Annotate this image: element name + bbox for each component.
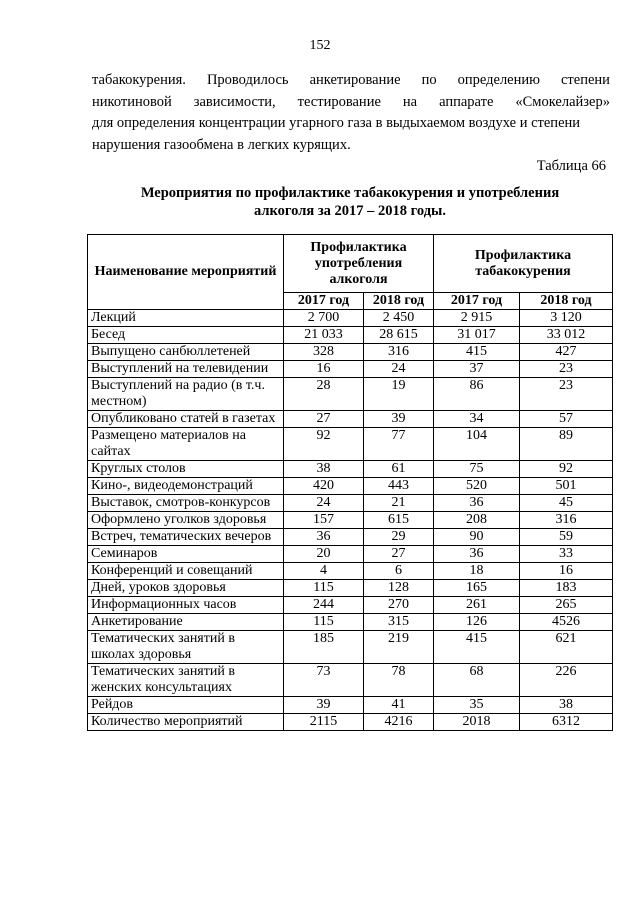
table-title — [90, 184, 610, 220]
row-value: 219 — [364, 631, 434, 664]
row-value: 415 — [434, 631, 520, 664]
row-value: 126 — [434, 614, 520, 631]
row-value: 27 — [364, 546, 434, 563]
row-value: 115 — [284, 580, 364, 597]
row-value: 2018 — [434, 714, 520, 731]
row-value: 73 — [284, 664, 364, 697]
header-year: 2018 год — [364, 293, 434, 310]
row-name: Выступлений на радио (в т.ч. местном) — [88, 378, 284, 411]
row-value: 31 017 — [434, 327, 520, 344]
word: табакокурения. — [92, 72, 186, 88]
table-row — [88, 361, 613, 378]
row-value: 265 — [520, 597, 613, 614]
row-value: 6312 — [520, 714, 613, 731]
paragraph-line-4: нарушения газообмена в легких курящих. — [92, 136, 351, 153]
row-value: 261 — [434, 597, 520, 614]
table-row — [88, 478, 613, 495]
measures-table — [87, 234, 613, 731]
row-value: 57 — [520, 411, 613, 428]
row-value: 36 — [284, 529, 364, 546]
word: определению — [457, 72, 540, 88]
table-row — [88, 428, 613, 461]
row-value: 615 — [364, 512, 434, 529]
row-value: 520 — [434, 478, 520, 495]
row-value: 3 120 — [520, 310, 613, 327]
row-value: 28 615 — [364, 327, 434, 344]
row-value: 38 — [520, 697, 613, 714]
row-value: 4216 — [364, 714, 434, 731]
row-name: Выступлений на телевидении — [88, 361, 284, 378]
header-year: 2017 год — [434, 293, 520, 310]
row-value: 6 — [364, 563, 434, 580]
row-value: 270 — [364, 597, 434, 614]
word: «Смокелайзер» — [515, 93, 610, 110]
row-name: Размещено материалов на сайтах — [88, 428, 284, 461]
word: степени — [561, 72, 610, 88]
table-row — [88, 512, 613, 529]
table-row — [88, 529, 613, 546]
row-name: Информационных часов — [88, 597, 284, 614]
row-value: 35 — [434, 697, 520, 714]
row-value: 92 — [520, 461, 613, 478]
row-name: Лекций — [88, 310, 284, 327]
row-value: 33 — [520, 546, 613, 563]
row-name: Выставок, смотров-конкурсов — [88, 495, 284, 512]
row-value: 18 — [434, 563, 520, 580]
row-value: 24 — [364, 361, 434, 378]
row-name: Тематических занятий в школах здоровья — [88, 631, 284, 664]
row-value: 315 — [364, 614, 434, 631]
row-value: 90 — [434, 529, 520, 546]
row-value: 185 — [284, 631, 364, 664]
row-value: 226 — [520, 664, 613, 697]
row-name: Количество мероприятий — [88, 714, 284, 731]
word: аппарате — [439, 93, 494, 110]
row-value: 78 — [364, 664, 434, 697]
row-name: Конференций и совещаний — [88, 563, 284, 580]
table-row — [88, 310, 613, 327]
row-name: Семинаров — [88, 546, 284, 563]
table-row — [88, 614, 613, 631]
row-value: 128 — [364, 580, 434, 597]
row-value: 208 — [434, 512, 520, 529]
row-value: 328 — [284, 344, 364, 361]
row-value: 24 — [284, 495, 364, 512]
table-row — [88, 714, 613, 731]
intro-paragraph — [92, 70, 610, 156]
row-name: Бесед — [88, 327, 284, 344]
row-value: 420 — [284, 478, 364, 495]
row-value: 38 — [284, 461, 364, 478]
row-value: 45 — [520, 495, 613, 512]
table-row — [88, 411, 613, 428]
word: анкетирование — [309, 72, 401, 88]
table-label: Таблица 66 — [536, 158, 606, 174]
row-value: 33 012 — [520, 327, 613, 344]
row-value: 16 — [284, 361, 364, 378]
row-value: 27 — [284, 411, 364, 428]
row-name: Оформлено уголков здоровья — [88, 512, 284, 529]
table-row — [88, 580, 613, 597]
row-value: 501 — [520, 478, 613, 495]
row-value: 415 — [434, 344, 520, 361]
row-value: 2 450 — [364, 310, 434, 327]
word: Проводилось — [206, 72, 289, 88]
row-value: 29 — [364, 529, 434, 546]
row-value: 28 — [284, 378, 364, 411]
row-value: 68 — [434, 664, 520, 697]
word: никотиновой — [92, 93, 172, 110]
table-row — [88, 697, 613, 714]
row-value: 89 — [520, 428, 613, 461]
row-value: 157 — [284, 512, 364, 529]
table-row — [88, 495, 613, 512]
table-row — [88, 327, 613, 344]
row-name: Круглых столов — [88, 461, 284, 478]
header-year: 2018 год — [520, 293, 613, 310]
row-value: 41 — [364, 697, 434, 714]
header-group-alcohol: Профилактика употребления алкоголя — [284, 235, 434, 293]
table-body — [88, 310, 613, 731]
row-name: Рейдов — [88, 697, 284, 714]
table-row — [88, 563, 613, 580]
row-value: 244 — [284, 597, 364, 614]
row-value: 37 — [434, 361, 520, 378]
row-name: Дней, уроков здоровья — [88, 580, 284, 597]
table-title-line-1: Мероприятия по профилактике табакокурения и употребления — [140, 185, 560, 201]
row-value: 16 — [520, 563, 613, 580]
row-value: 2 700 — [284, 310, 364, 327]
table-row — [88, 546, 613, 563]
row-value: 39 — [284, 697, 364, 714]
row-value: 19 — [364, 378, 434, 411]
row-value: 165 — [434, 580, 520, 597]
table-row — [88, 597, 613, 614]
row-value: 183 — [520, 580, 613, 597]
row-value: 2 915 — [434, 310, 520, 327]
row-value: 621 — [520, 631, 613, 664]
row-value: 59 — [520, 529, 613, 546]
row-value: 39 — [364, 411, 434, 428]
row-value: 316 — [364, 344, 434, 361]
row-value: 23 — [520, 378, 613, 411]
paragraph-line-2 — [92, 92, 610, 114]
row-name: Опубликовано статей в газетах — [88, 411, 284, 428]
row-value: 61 — [364, 461, 434, 478]
table-title-line-2: алкоголя за 2017 – 2018 годы. — [254, 203, 446, 219]
word: тестирование — [297, 93, 381, 110]
row-value: 75 — [434, 461, 520, 478]
row-value: 34 — [434, 411, 520, 428]
row-value: 86 — [434, 378, 520, 411]
table-row — [88, 631, 613, 664]
table-row — [88, 664, 613, 697]
header-group-tobacco: Профилактика табакокурения — [434, 235, 613, 293]
word: по — [421, 72, 437, 88]
row-value: 316 — [520, 512, 613, 529]
row-value: 20 — [284, 546, 364, 563]
row-value: 77 — [364, 428, 434, 461]
header-year: 2017 год — [284, 293, 364, 310]
row-name: Тематических занятий в женских консультациях — [88, 664, 284, 697]
row-value: 4 — [284, 563, 364, 580]
row-name: Анкетирование — [88, 614, 284, 631]
row-value: 115 — [284, 614, 364, 631]
row-value: 21 — [364, 495, 434, 512]
row-value: 104 — [434, 428, 520, 461]
word: зависимости, — [193, 93, 276, 110]
row-name: Кино-, видеодемонстраций — [88, 478, 284, 495]
paragraph-line-3: для определения концентрации угарного газа в выдыхаемом воздухе и степени — [92, 115, 581, 131]
table-row — [88, 344, 613, 361]
row-name: Выпущено санбюллетеней — [88, 344, 284, 361]
row-value: 2115 — [284, 714, 364, 731]
paragraph-line-1 — [92, 70, 610, 92]
row-value: 21 033 — [284, 327, 364, 344]
row-value: 92 — [284, 428, 364, 461]
table-row — [88, 378, 613, 411]
row-value: 36 — [434, 495, 520, 512]
row-value: 443 — [364, 478, 434, 495]
row-value: 4526 — [520, 614, 613, 631]
row-value: 36 — [434, 546, 520, 563]
table-row — [88, 461, 613, 478]
word: на — [402, 93, 418, 110]
row-value: 23 — [520, 361, 613, 378]
row-value: 427 — [520, 344, 613, 361]
page-number: 152 — [309, 38, 331, 53]
header-name: Наименование мероприятий — [88, 235, 284, 310]
row-name: Встреч, тематических вечеров — [88, 529, 284, 546]
